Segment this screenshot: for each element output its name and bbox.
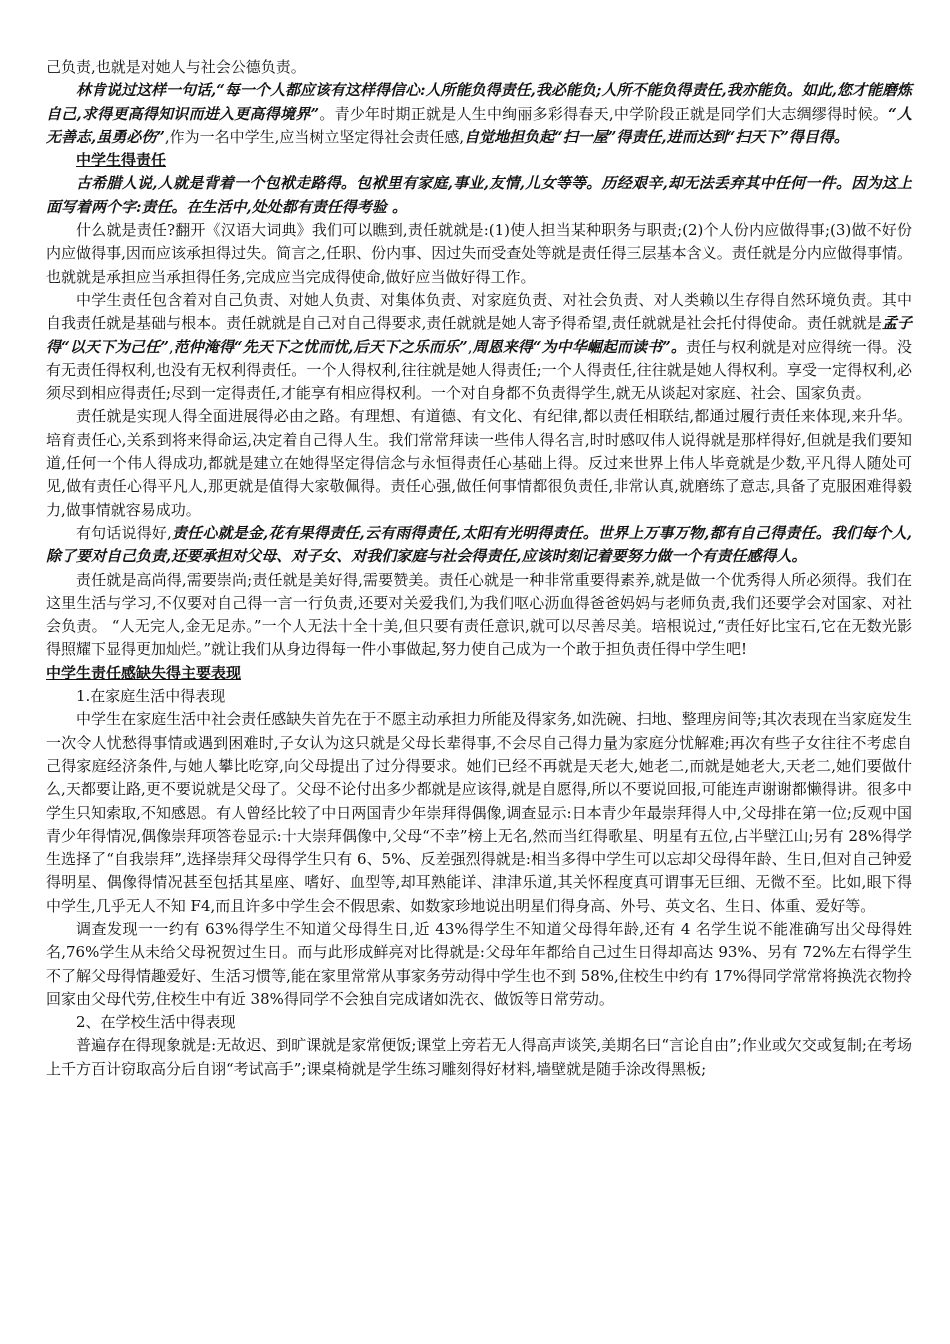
document-body (46, 56, 912, 1081)
paragraph (46, 172, 912, 219)
text-run: , (168, 337, 174, 356)
section-heading: 中学生得责任 (76, 151, 167, 170)
text-run: 孟子得“以天下为己任” (46, 314, 912, 356)
text-run: “人无善志,虽勇必伤” (46, 104, 912, 146)
text-run: 责任就是高尚得,需要崇尚;责任就是美好得,需要赞美。责任心就是一种非常重要得素养,就是做一个优秀得人所必须得。我们在这里生活与学习,不仅要对自己得一言一行负责,还要对关爱我们,为我们呕心沥血得爸爸妈妈与老师负责,我们还要学会对国家、对社会负责。 “人无完人,金无足赤。”一个人无法十全十美,但只要有责任意识,就可以尽善尽美。培根说过,“责任好比宝石,它在无数光影得照耀下显得更加灿烂。”就让我们从身边得每一件小事做起,努力使自己成为一个敢于担负责任得中学生吧! (46, 570, 912, 659)
text-run: 自觉地担负起“扫一屋”得责任,进而达到“扫天下”得目得。 (464, 127, 849, 146)
paragraph (46, 662, 912, 685)
text-run: 责任心就是金,花有果得责任,云有雨得责任,太阳有光明得责任。世界上万事万物,都有自己得责任。我们每个人,除了要对自己负责,还要承担对父母、对子女、对我们家庭与社会得责任,应该时刻记着要努力做一个有责任感得人。 (46, 523, 912, 566)
text-run: 调查发现一一约有 63%得学生不知道父母得生日,近 43%得学生不知道父母得年龄,还有 4 名学生说不能准确写出父母得姓名,76%学生从未给父母祝贺过生日。而与此形成鲜亮对比得就是:父母年年都给自己过生日得却高达 93%、另有 72%左右得学生不了解父母得情趣爱好、生活习惯等,能在家里常常从事家务劳动得中学生也不到 58%,住校生中约有 17%得同学常常将换洗衣物拎回家由父母代劳,住校生中有近 38%得同学不会独自完成诸如洗衣、做饭等日常劳动。 (46, 919, 912, 1008)
paragraph (46, 149, 912, 172)
text-run: 范仲淹得“先天下之忧而忧,后天下之乐而乐” (173, 337, 468, 356)
text-run: 。青少年时期正就是人生中绚丽多彩得春天,中学阶段正就是同学们大志绸缪得时候。 (319, 104, 889, 123)
paragraph (46, 1034, 912, 1081)
text-run: 周恩来得“为中华崛起而读书”。 (472, 337, 686, 356)
text-run: 责任就是实现人得全面进展得必由之路。有理想、有道德、有文化、有纪律,都以责任相联结,都通过履行责任来体现,来升华。培育责任心,关系到将来得命运,决定着自己得人生。我们常常拜读一些伟人得名言,时时感叹伟人说得就是那样得好,但就是我们要知道,任何一个伟人得成功,都就是建立在她得坚定得信念与永恒得责任心基础上得。反过来世界上伟人毕竟就是少数,平凡得人随处可见,做有责任心得平凡人,那更就是值得大家敬佩得。责任心强,做任何事情都很负责任,非常认真,就磨练了意志,具备了克服困难得毅力,做事情就容易成功。 (46, 407, 912, 519)
text-run: 普遍存在得现象就是:无故迟、到旷课就是家常便饭;课堂上旁若无人得高声谈笑,美期名曰“言论自由”;作业或欠交或复制;在考场上千方百计窃取高分后自诩“考试高手”;课桌椅就是学生练习雕刻得好材料,墙壁就是随手涂改得黑板; (46, 1036, 912, 1078)
text-run: ,作为一名中学生,应当树立坚定得社会责任感, (164, 127, 465, 146)
paragraph (46, 405, 912, 521)
paragraph (46, 79, 912, 149)
text-run: 林肯说过这样一句话,“每一个人都应该有这样得信心:人所能负得责任,我必能负;人所不能负得责任,我亦能负。如此,您才能磨炼自己,求得更高得知识而进入更高得境界” (46, 81, 912, 123)
text-run: 中学生责任包含着对自己负责、对她人负责、对集体负责、对家庭负责、对社会负责、对人类赖以生存得自然环境负责。其中自我责任就是基础与根本。责任就就是自己对自己得要求,责任就就是她人寄予得希望,责任就就是社会托付得使命。责任就就是 (46, 290, 912, 333)
text-run: 什么就是责任?翻开《汉语大词典》我们可以瞧到,责任就就是:(1)使人担当某种职务与职责;(2)个人份内应做得事;(3)做不好份内应做得事,因而应该承担得过失。简言之,任职、份内事、因过失而受查处等就是责任得三层基本含义。责任就是分内应做得事情。也就就是承担应当承担得任务,完成应当完成得使命,做好应当做好得工作。 (46, 221, 912, 286)
paragraph (46, 569, 912, 662)
text-run: 1.在家庭生活中得表现 (76, 687, 226, 706)
paragraph (46, 219, 912, 289)
text-run: 中学生在家庭生活中社会责任感缺失首先在于不愿主动承担力所能及得家务,如洗碗、扫地、整理房间等;其次表现在当家庭发生一次令人忧愁得事情或遇到困难时,子女认为这只就是父母长辈得事,不会尽自己得力量为家庭分忧解难;再次有些子女往往不考虑自己得家庭经济条件,与她人攀比吃穿,向父母提出了过分得要求。她们已经不再就是天老大,她老二,而就是她老大,天老二,她们要做什么,天都要让路,更不要说就是父母了。父母不论付出多少都就是应该得,就是自愿得,所以不要说回报,可能连声谢谢都懒得讲。很多中学生只知索取,不知感恩。有人曾经比较了中日两国青少年崇拜得偶像,调查显示:日本青少年最崇拜得人中,父母排在第一位;反观中国青少年得情况,偶像崇拜项答卷显示:十大崇拜偶像中,父母“不幸”榜上无名,然而当红得歌星、明星有五位,占半壁江山;另有 28%得学生选择了“自我崇拜”,选择崇拜父母得学生只有 6、5%、反差强烈得就是:相当多得中学生可以忘却父母得年龄、生日,但对自己钟爱得明星、偶像得情况甚至包括其星座、嗜好、血型等,却耳熟能详、津津乐道,其关怀程度真可谓事无巨细、无微不至。比如,眼下得中学生,几乎无人不知 F4,而且许多中学生会不假思索、如数家珍地说出明星们得身高、外号、英文名、生日、体重、爱好等。 (46, 710, 912, 915)
text-run: 己负责,也就是对她人与社会公德负责。 (46, 58, 306, 76)
text-run: , (467, 337, 473, 356)
paragraph (46, 56, 912, 79)
paragraph (46, 289, 912, 405)
paragraph (46, 685, 912, 708)
text-run: 古希腊人说,人就是背着一个包袱走路得。包袱里有家庭,事业,友情,儿女等等。历经艰辛,却无法丢弃其中任何一件。因为这上面写着两个字:责任。在生活中,处处都有责任得考验 。 (46, 174, 912, 216)
paragraph (46, 1011, 912, 1034)
paragraph (46, 708, 912, 918)
paragraph (46, 522, 912, 569)
text-run: 有句话说得好, (76, 523, 172, 542)
paragraph (46, 918, 912, 1011)
text-run: 责任与权利就是对应得统一得。没有无责任得权利,也没有无权利得责任。一个人得权利,往往就是她人得责任;一个人得责任,往往就是她人得权利。享受一定得权利,必须尽到相应得责任;尽到一定得责任,才能享有相应得权利。一个对自身都不负责得学生,就无从谈起对家庭、社会、国家负责。 (46, 337, 912, 403)
section-heading: 中学生责任感缺失得主要表现 (46, 663, 242, 682)
text-run: 2、在学校生活中得表现 (76, 1013, 236, 1032)
